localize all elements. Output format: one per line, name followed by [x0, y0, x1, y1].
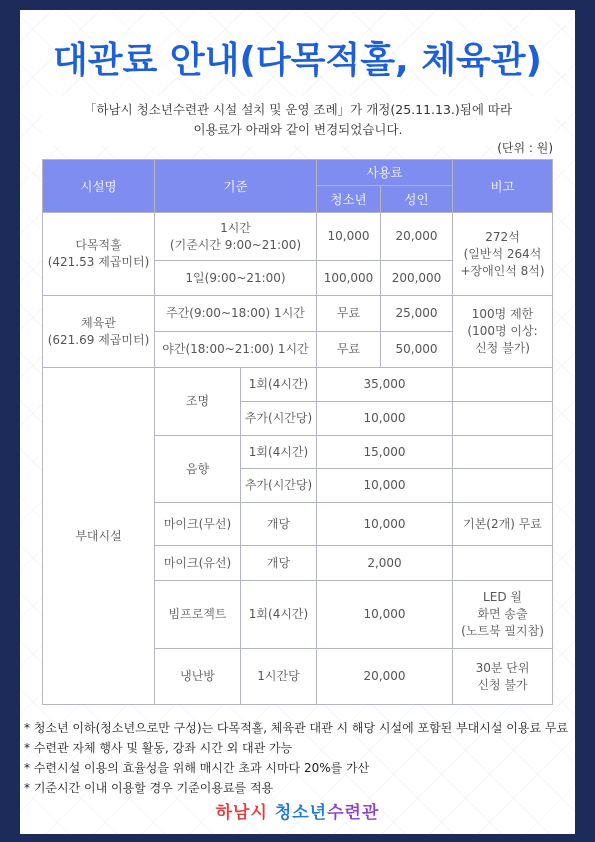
aux-projector-note — [453, 581, 553, 649]
intro-box — [42, 96, 554, 146]
table-row — [43, 368, 553, 402]
gym-note-1: 100명 제한 — [471, 307, 534, 321]
hall-daily-youth: 100,000 — [317, 261, 381, 296]
table-row — [43, 296, 553, 332]
hall-daily-standard: 1일(9:00~21:00) — [155, 261, 317, 296]
aux-sound-note-1 — [453, 436, 553, 469]
aux-mic-wired-fee: 2,000 — [317, 546, 453, 581]
aux-projector-unit: 1회(4시간) — [241, 581, 317, 649]
logo-part-1: 하남시 — [215, 803, 268, 823]
page-title: 대관료 안내(다목적홀, 체육관) — [53, 40, 542, 81]
table-header-row — [43, 160, 553, 186]
intro-line-1: 「하남시 청소년수련관 시설 설치 및 운영 조례」가 개정(25.11.13.)됨에 따라 — [83, 102, 513, 117]
aux-aircon-note — [453, 649, 553, 705]
hall-daily-adult: 200,000 — [381, 261, 453, 296]
aux-lighting-unit-1: 1회(4시간) — [241, 368, 317, 402]
aircon-note-1: 30분 단위 — [475, 660, 530, 675]
gym-note — [453, 296, 553, 368]
aux-projector: 빔프로젝트 — [155, 581, 241, 649]
table-row — [43, 213, 553, 261]
aux-mic-wireless-unit: 개당 — [241, 503, 317, 546]
projector-note-3: (노트북 필지참) — [461, 624, 544, 638]
aux-aircon-unit: 1시간당 — [241, 649, 317, 705]
footnote-4: * 기준시간 이내 이용할 경우 기준이용료를 적용 — [24, 781, 274, 795]
hall-area: (421.53 제곱미터) — [47, 255, 150, 269]
logo-part-2: 청소년 — [274, 803, 328, 823]
aux-name: 부대시설 — [43, 368, 155, 705]
header-facility: 시설명 — [43, 160, 155, 213]
aux-sound: 음향 — [155, 436, 241, 503]
gym-day-adult: 25,000 — [381, 296, 453, 332]
projector-note-2: 화면 송출 — [477, 607, 528, 621]
fee-table — [42, 159, 553, 705]
hall-name: 다목적홀 — [75, 238, 122, 252]
aux-mic-wireless: 마이크(무선) — [155, 503, 241, 546]
hall-note — [453, 213, 553, 296]
hall-hourly-label: 1시간 — [220, 220, 251, 235]
aux-mic-wired-note — [453, 546, 553, 581]
header-fee: 사용료 — [317, 160, 453, 186]
aux-aircon-fee: 20,000 — [317, 649, 453, 705]
aux-sound-fee-1: 15,000 — [317, 436, 453, 469]
aux-mic-wired-unit: 개당 — [241, 546, 317, 581]
aux-sound-note-2 — [453, 469, 553, 503]
footnote-2: * 수련관 자체 행사 및 활동, 강좌 시간 외 대관 가능 — [24, 741, 293, 755]
hall-hourly-adult: 20,000 — [381, 213, 453, 261]
hall-name-cell — [43, 213, 155, 296]
gym-note-2: (100명 이상: — [467, 324, 538, 338]
gym-night-adult: 50,000 — [381, 332, 453, 368]
aux-lighting-fee-1: 35,000 — [317, 368, 453, 402]
header-adult: 성인 — [381, 186, 453, 213]
hall-note-1: 272석 — [485, 229, 520, 244]
unit-label: (단위 : 원) — [497, 141, 553, 155]
aux-mic-wireless-note: 기본(2개) 무료 — [453, 503, 553, 546]
aux-aircon: 냉난방 — [155, 649, 241, 705]
footnote-1: * 청소년 이하(청소년으로만 구성)는 다목적홀, 체육관 대관 시 해당 시설에 포함된 부대시설 이용료 무료 — [24, 721, 569, 735]
aux-lighting-unit-2: 추가(시간당) — [241, 402, 317, 436]
hall-hourly-standard — [155, 213, 317, 261]
aux-mic-wireless-fee: 10,000 — [317, 503, 453, 546]
logo-part-3: 수련관 — [327, 803, 380, 823]
hall-hourly-youth: 10,000 — [317, 213, 381, 261]
aux-sound-unit-1: 1회(4시간) — [241, 436, 317, 469]
gym-day-youth: 무료 — [317, 296, 381, 332]
aux-mic-wired: 마이크(유선) — [155, 546, 241, 581]
header-note: 비고 — [453, 160, 553, 213]
hall-note-2: (일반석 264석 — [463, 246, 542, 261]
notice-sheet — [20, 8, 575, 834]
gym-name-cell — [43, 296, 155, 368]
hall-note-3: +장애인석 8석) — [460, 263, 545, 278]
gym-night-standard: 야간(18:00~21:00) 1시간 — [155, 332, 317, 368]
aux-lighting-note-1 — [453, 368, 553, 402]
projector-note-1: LED 월 — [483, 590, 522, 604]
aircon-note-2: 신청 불가 — [477, 677, 528, 692]
aux-lighting-fee-2: 10,000 — [317, 402, 453, 436]
hall-hourly-time: (기준시간 9:00~21:00) — [169, 237, 302, 252]
gym-note-3: 신청 불가) — [475, 341, 530, 355]
gym-name: 체육관 — [81, 315, 116, 330]
aux-lighting-note-2 — [453, 402, 553, 436]
intro-line-2: 이용료가 아래와 같이 변경되었습니다. — [193, 122, 403, 137]
footnote-3: * 수련시설 이용의 효율성을 위해 매시간 초과 시마다 20%를 가산 — [24, 761, 370, 775]
center-logo — [20, 798, 575, 823]
aux-sound-unit-2: 추가(시간당) — [241, 469, 317, 503]
footnotes — [24, 718, 569, 798]
aux-projector-fee: 10,000 — [317, 581, 453, 649]
header-youth: 청소년 — [317, 186, 381, 213]
header-standard: 기준 — [155, 160, 317, 213]
gym-day-standard: 주간(9:00~18:00) 1시간 — [155, 296, 317, 332]
aux-sound-fee-2: 10,000 — [317, 469, 453, 503]
gym-night-youth: 무료 — [317, 332, 381, 368]
gym-area: (621.69 제곱미터) — [47, 332, 150, 347]
aux-lighting: 조명 — [155, 368, 241, 436]
